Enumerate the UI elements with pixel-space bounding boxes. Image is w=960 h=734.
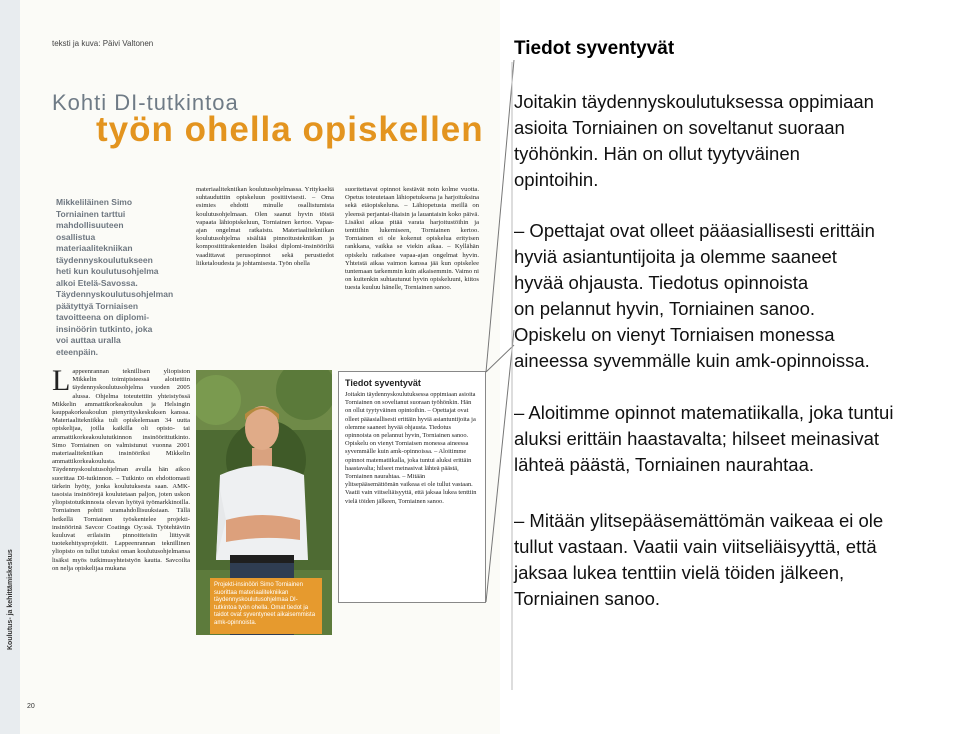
article-lead: Mikkeliläinen Simo Torniainen tarttui mahdollisuuteen osallistua materiaalitekniikan täydennyskoulutukseen heti kun koulutusohjelma alkoi Etelä-Savossa. Täydennyskoulutusohjelman päätyttyä Torniaisen tavoitteena on diplomi-insinöörin tutkinto, joka voi auttaa uralla eteenpäin.	[56, 197, 174, 357]
article-body-text: appeenrannan teknillisen yliopiston Mikkelin toimipisteessä aloitettiin täydennyskoulutusohjelma vuoden 2005 alussa. Ohjelma toteutettiin yhteistyössä Mikkelin ammattikorkeakoulun ja Helsingin kauppakorkeakoulun pienyrityskeskuksen kanssa. Materiaalitekniikka tuli opiskelemaan 34 uutta opiskelijaa, joilla kaikilla oli opisto- tai ammattikorkeakoulututkinnon insinöörittutkinto. Simo Torniainen on valmistunut vuonna 2001 materiaalitekniikan insinööriksi Mikkelin ammattikorkeakoulusta. Täydennyskoulutusohjelman avulla hän aikoo suorittaa DI-tutkinnon. – Tutkinto on ehdottomasti tärkein hyöty, jonka koulutuksesta saan. AMK-tasoisia insinöörejä koulutetaan paljon, joten uskon yliopistotutkinnosta olevan hyötyä työmarkkinoilla. Torniainen pohtii uramahdollisuuksiaan. Tällä hetkellä Torniainen työskentelee projekti-insinöörinä Savcor Coatings Oy:ssä. Työtehtäviin kuuluvat erilaisiin pinnoitteisiin liittyvät tuotekehitysprojektit. Lappeenrannan teknillinen yliopisto on tullut tutuksi oman koulutusohjelmansa lisäksi myös tutkimusyhteistyön kautta. Savcoilta on nelja opiskelijaa mukana	[52, 368, 190, 572]
article-kicker: Kohti DI-tutkintoa	[52, 90, 239, 115]
zoom-paragraph-3: – Aloitimme opinnot matematiikalla, joka tuntui aluksi erittäin haastavalta; hilseet meinasivat lähteä päästä, Torniainen naurahtaa.	[514, 402, 894, 475]
zoom-paragraph-4: – Mitään ylitsepääsemättömän vaikeaa ei ole tullut vastaan. Vaatii vain viitseliäisyyttä, että jaksaa lukea tenttiin vielä töiden jälkeen, Torniainen sanoo.	[514, 510, 884, 609]
photo-credit: teksti ja kuva: Päivi Valtonen	[52, 39, 154, 48]
zoom-paragraph-2: – Opettajat ovat olleet pääasiallisesti erittäin hyviä asiantuntijoita ja olemme saaneet hyvää ohjausta. Tiedotus opinnoista on pelannut hyvin, Torniainen sanoo. Opiskelu on vienyt Torniaisen monessa aineessa syvemmälle kuin amk-opinnoissa.	[514, 220, 875, 371]
zoom-title: Tiedot syventyvät	[514, 38, 675, 59]
drop-cap: L	[52, 368, 71, 397]
photo-caption: Projekti-insinööri Simo Torniainen suorittaa materiaalitekniikan täydennyskoulutusohjelmaa DI-tutkintoa työn ohella. Omat tiedot ja taidot ovat syventyneet aikaisemmista amk-opinnoista.	[210, 578, 322, 634]
callout-line-bottom	[486, 330, 514, 602]
factbox-body: Joitakin täydennyskoulutuksessa oppimiaan asioita Torniainen on soveltanut suoraan työhönkin. Hän on ollut tyytyväinen opintoihin. – Opettajat ovat olleet pääasiallisesti erittäin hyviä asiantuntijoita ja olemme saaneet hyvää ohjausta. Tiedotus opinnoista on pelannut hyvin, Torniainen sanoo. Opiskelu on vienyt Torniaisen monessa aineessa syvemmälle kuin amk-opinnoissa. – Aloitimme opinnot matematiikalla, joka tuntui aluksi erittäin haastavalta; hilseet meinasivat lähteä päästä, Torniainen naurahtaa. – Mitään ylitsepääsemättömän vaikeaa ei ole tullut vastaan. Vaatii vain viitseliäisyyttä, että jaksaa lukea tenttiin vielä töiden jälkeen, Torniainen sanoo.	[345, 391, 477, 505]
factbox-title: Tiedot syventyvät	[345, 378, 421, 388]
article-column-3: suoritettavat opinnot kestävät noin kolme vuotta. Opetus toteutetaan lähiopetuksena ja harjoituksina sekä etäopiskeluna. – Lähiopetusta meillä on yleensä perjantai-iltaisin ja lauantaisin koko päivä. Lisäksi aikaa pitää varata harjoitustöihin ja tenttiihin lukemiseen, Torniainen kertoo. Torniainen ei ole kokenut opiskelua erityisen rankkana, vaikka se viekin aikaa. – Kyllähän opiskelu ratkaisee vapaa-ajan ongelmat hyvin. Yhteistä aikaa vaimon kanssa jää kun opiskelee tuntemaan tarkemmin kuin aikaisemmin. Vaimo ni on kuitenkin suhtautunut hyvin opiskeluuni, kiitos tuesta kuuluu hänelle, Torniainen sanoo.	[345, 186, 479, 292]
page-number: 20	[27, 703, 35, 710]
vertical-section-label: Koulutus- ja kehittämiskeskus	[7, 549, 14, 650]
zoom-paragraph-1: Joitakin täydennyskoulutuksessa oppimiaan asioita Torniainen on soveltanut suoraan työhönkin. Hän on ollut tyytyväinen opintoihin.	[514, 91, 874, 190]
callout-line-top	[486, 60, 514, 372]
zoomed-factbox	[514, 0, 960, 734]
article-column-2: materiaalitekniikan koulutusohjelmassa. Yritykseltä suhtauduttiin opiskeluun positiivisesti. – Oma esimies ehdotti minulle osallistumista koulutusohjelmaan. Olen saanut hyvin töistä vapaata lähiopiskeluun, Torniainen kertoo. Vapaa-ajan ongelmat ratkaistu. Materiaalitekniikan koulutusohjelma sisältää pinnoitustekniikan ja komposiittirakenteiden lisäksi diplomi-insinööriltä vaadittavat perusopinnot sekä perustiedot liiketaloudesta ja johtamisesta. Työn ohella	[196, 186, 334, 267]
article-headline: työn ohella opiskellen	[96, 110, 484, 149]
